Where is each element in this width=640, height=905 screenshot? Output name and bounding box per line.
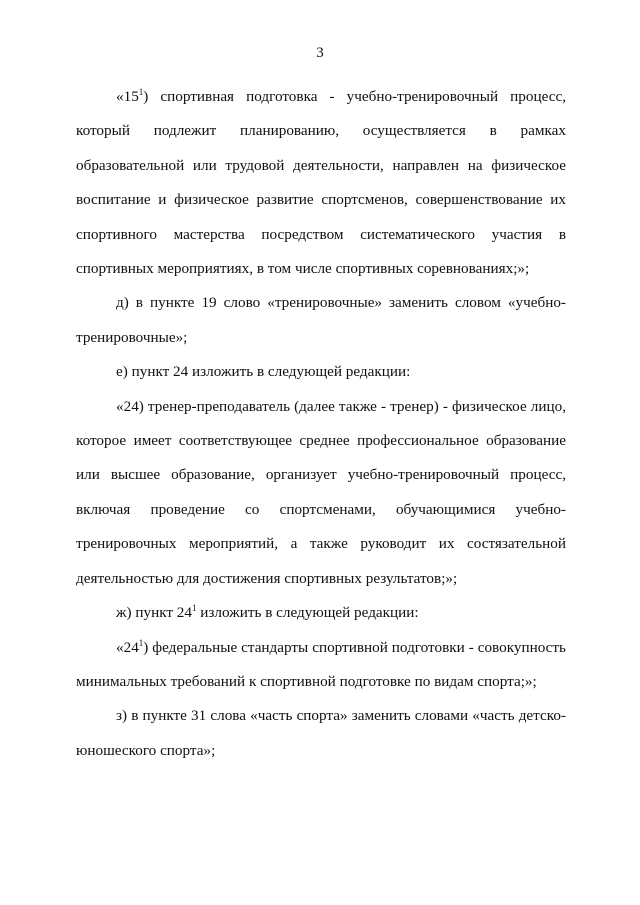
paragraph-text: изложить в следующей редакции: bbox=[196, 604, 419, 622]
paragraph-text: «24) тренер-преподаватель (далее также - тренер) - физическое лицо, которое имеет соответствующее среднее профессиональное образование или высшее образование, организует учебно-тренировочный процесс, включая проведение со спортсменами, обучающимися учебно-тренировочных мероприятий, а также руководит их состязательной деятельностью для достижения спортивных результатов;»; bbox=[76, 397, 566, 587]
superscript: 1 bbox=[138, 87, 144, 97]
paragraph-sports-training-definition bbox=[76, 80, 566, 286]
paragraph-text: е) пункт 24 изложить в следующей редакции: bbox=[116, 363, 411, 381]
superscript: 1 bbox=[192, 603, 197, 614]
paragraph-text: ж) пункт 24 bbox=[116, 604, 192, 622]
paragraph-text: ) федеральные стандарты спортивной подготовки - совокупность минимальных требований к спортивной подготовке по видам спорта;»; bbox=[76, 638, 566, 690]
superscript: 1 bbox=[138, 637, 144, 648]
paragraph-text: з) в пункте 31 слова «часть спорта» заменить словами «часть детско-юношеского спорта»; bbox=[76, 707, 566, 759]
paragraph-trainer-definition bbox=[76, 390, 566, 596]
paragraph-text: «24 bbox=[116, 638, 139, 656]
paragraph-item-d bbox=[76, 286, 566, 355]
paragraph-federal-standards-definition bbox=[76, 631, 566, 700]
paragraph-text: «15 bbox=[116, 88, 139, 105]
document-body bbox=[76, 80, 566, 768]
paragraph-item-z bbox=[76, 699, 566, 768]
page-number: 3 bbox=[316, 45, 324, 61]
paragraph-text: ) спортивная подготовка - учебно-тренировочный процесс, который подлежит планированию, осуществляется в рамках образовательной или трудовой деятельности, направлен на физическое воспитание и физическое развитие спортсменов, совершенствование их спортивного мастерства посредством систематического участия в спортивных мероприятиях, в том числе спортивных соревнованиях;»; bbox=[76, 88, 566, 278]
paragraph-text: д) в пункте 19 слово «тренировочные» заменить словом «учебно-тренировочные»; bbox=[76, 294, 566, 346]
paragraph-item-zh bbox=[76, 596, 566, 630]
paragraph-item-e bbox=[76, 355, 566, 389]
